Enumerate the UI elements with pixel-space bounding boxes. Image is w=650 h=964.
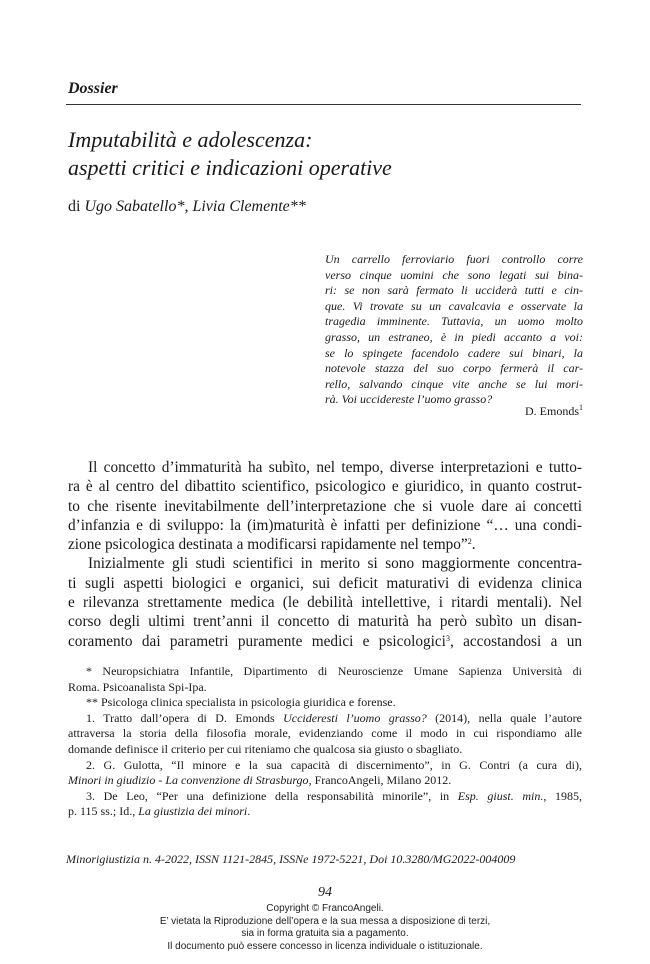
epigraph-line: notevole stazza del suo corpo fermerà il car- — [325, 361, 583, 376]
epigraph-line: rello, salvando cinque vite anche se lui mori- — [325, 376, 583, 391]
footnote-line: * Neuropsichiatra Infantile, Dipartimento di Neuroscienze Umane Sapienza Università di — [86, 664, 582, 678]
footnote-line — [68, 789, 582, 805]
copyright-line: Il documento può essere concesso in licenza individuale o istituzionale. — [167, 940, 483, 952]
body-line: Il concetto d’immaturità ha subìto, nel tempo, diverse interpretazioni e tutto- — [88, 459, 582, 476]
section-divider — [66, 104, 581, 105]
footnotes — [68, 664, 582, 820]
footnote-book-title: Uccideresti l’uomo grasso? — [283, 710, 427, 725]
copyright-line: sia in forma gratuita sia a pagamento. — [241, 928, 409, 939]
title-line-1: Imputabilità e adolescenza: — [68, 127, 313, 152]
epigraph — [325, 252, 583, 408]
section-label: Dossier — [68, 80, 118, 97]
epigraph-line: tragedia imminente. Tuttavia, un uomo molto — [325, 314, 583, 329]
body-line: ti sugli aspetti biologici e organici, sui deficit maturativi di evidenza clinica — [68, 574, 582, 592]
body-line-text: zione psicologica destinata a modificarsi rapidamente nel tempo” — [68, 536, 468, 554]
footnote-line: 2. G. Gulotta, “Il minore e la sua capacità di discernimento”, in G. Contri (a cura di), — [86, 757, 582, 772]
body-line: d’infanzia e di sviluppo: la (im)maturità è infatti per definizione “… una condi- — [68, 516, 582, 534]
footnote-text: , 1985, — [543, 788, 583, 803]
footnote-text: p. 115 ss.; Id., — [68, 804, 139, 819]
footnote-line: ** Psicologa clinica specialista in psicologia giuridica e forense. — [86, 695, 396, 710]
footnote-line: domande definisce il criterio per cui riteniamo che qualcosa sia giusto o sbagliato. — [68, 741, 463, 756]
epigraph-author: D. Emonds — [525, 404, 579, 418]
body-line: to che risente inevitabilmente dell’interpretazione che si vuole dare ai concetti — [68, 497, 582, 515]
body-line: corso degli ultimi trent’anni il concetto di maturità ha però subìto un disan- — [68, 613, 582, 631]
footnote-ref-2[interactable]: 2 — [467, 537, 472, 547]
footnote-book-title: La giustizia dei minori — [138, 804, 248, 819]
footnote-journal: Esp. giust. min. — [457, 788, 544, 803]
page-number: 94 — [318, 885, 332, 900]
epigraph-line: ri: se non sarà fermato li ucciderà tutti e cin- — [325, 283, 583, 298]
epigraph-line: que. Vi trovate su un cavalcavia e osservate la — [325, 298, 583, 313]
body-line: Inizialmente gli studi scientifici in merito si sono maggiormente concentra- — [88, 555, 582, 573]
footnote-ref-1[interactable]: 1 — [579, 403, 583, 412]
body-line-text: , accostandosi a un — [449, 632, 582, 650]
body-line — [68, 632, 582, 651]
footnote-text: (2014), nella quale l’autore — [426, 710, 582, 725]
footnote-line — [68, 804, 582, 820]
copyright-line: E’ vietata la Riproduzione dell’opera e la sua messa a disposizione di terzi, — [159, 915, 491, 927]
body-line: e rilevanza strettamente medica (le debilità intellettive, i ritardi mentali). Nel — [68, 594, 582, 612]
body-line: zione psicologica destinata a modificarsi rapidamente nel tempo”$^2$. — [68, 536, 476, 554]
journal-citation: Minorigiustizia n. 4-2022, ISSN 1121-2845, ISSNe 1972-5221, Doi 10.3280/MG2022-004009 — [66, 852, 516, 866]
authors: Ugo Sabatello*, Livia Clemente** — [84, 198, 306, 215]
body-line: ra è al centro del dibattito scientifico, psicologico e giuridico, in quanto costrut- — [68, 478, 582, 496]
footnote-text: . — [247, 804, 251, 819]
body-line-text: coramento dai parametri puramente medici e psicologici — [68, 632, 446, 650]
copyright-line: Copyright © FrancoAngeli. — [266, 903, 384, 914]
title-line-2: aspetti critici e indicazioni operative — [68, 155, 392, 180]
epigraph-line: verso cinque uomini che sono legati sui bina- — [325, 267, 583, 282]
article-title — [68, 126, 588, 182]
footnote-line: Roma. Psicoanalista Spi-Ipa. — [68, 679, 207, 694]
footnote-text: 3. De Leo, “Per una definizione della responsabilità minorile”, in — [86, 788, 458, 803]
footnote-ref-3[interactable]: 3 — [445, 633, 450, 643]
byline — [68, 198, 306, 216]
epigraph-attribution — [525, 404, 583, 419]
epigraph-line: grasso, un estraneo, è in piedi accanto a voi: — [325, 329, 583, 344]
footnote-text: 1. Tratto dall’opera di D. Emonds — [86, 710, 284, 725]
epigraph-line: Un carrello ferroviario fuori controllo corre — [325, 252, 583, 266]
epigraph-line: se lo spingete facendolo cadere sui binari, la — [325, 345, 583, 360]
epigraph-line: rà. Voi uccidereste l’uomo grasso? — [325, 392, 493, 407]
byline-prefix: di — [68, 198, 81, 215]
footnote-text: , FrancoAngeli, Milano 2012. — [308, 773, 452, 788]
copyright-notice — [0, 903, 650, 953]
footnote-line — [68, 773, 582, 789]
footnote-line: attraversa la storia della filosofia morale, evidenziando come il modo in cui rispondiamo alle — [68, 726, 582, 741]
footnote-line — [68, 711, 582, 727]
body-text — [68, 458, 582, 651]
footnote-book-title: Minori in giudizio - La convenzione di Strasburgo — [68, 773, 309, 788]
